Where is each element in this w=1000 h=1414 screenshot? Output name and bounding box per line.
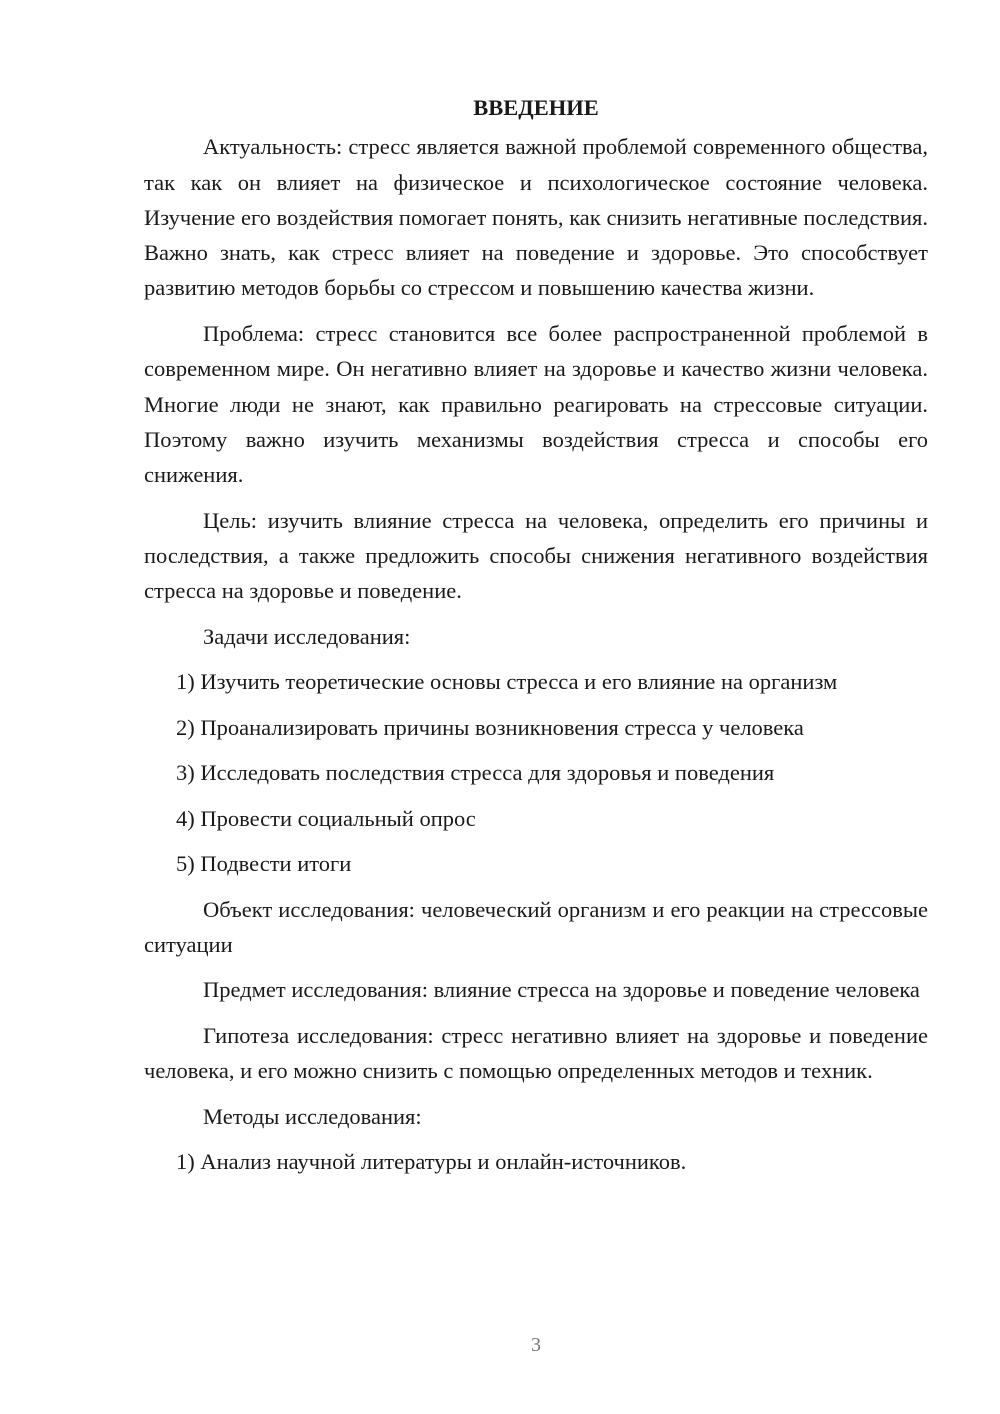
task-item-1: 1) Изучить теоретические основы стресса и его влияние на организм: [176, 669, 838, 695]
task-item-3: 3) Исследовать последствия стресса для здоровья и поведения: [176, 760, 775, 786]
methods-list: [144, 1144, 928, 1179]
methods-heading: Методы исследования:: [203, 1103, 422, 1129]
tasks-heading: Задачи исследования:: [203, 623, 411, 649]
task-item-4: 4) Провести социальный опрос: [176, 805, 476, 831]
document-body: [144, 90, 928, 1190]
page-number: 3: [531, 1334, 541, 1356]
relevance-paragraph: Актуальность: стресс является важной проблемой современного общества, так как он влияет на физическое и психологическое состояние человека. Изучение его воздействия помогает понять, как снизить негативные последствия. Важно знать, как стресс влияет на поведение и здоровье. Это способствует развитию методов борьбы со стрессом и повышению качества жизни.: [144, 134, 928, 301]
hypothesis-paragraph: Гипотеза исследования: стресс негативно влияет на здоровье и поведение человека, и его можно снизить с помощью определенных методов и техник.: [144, 1022, 928, 1084]
tasks-list: [144, 664, 928, 881]
method-item-1: 1) Анализ научной литературы и онлайн-источников.: [176, 1149, 687, 1175]
task-item-5: 5) Подвести итоги: [176, 851, 352, 877]
page-title: ВВЕДЕНИЕ: [473, 95, 599, 120]
task-item-2: 2) Проанализировать причины возникновения стресса у человека: [176, 714, 804, 740]
object-paragraph: Объект исследования: человеческий организм и его реакции на стрессовые ситуации: [144, 896, 928, 957]
subject-paragraph: Предмет исследования: влияние стресса на здоровье и поведение человека: [203, 977, 920, 1003]
goal-paragraph: Цель: изучить влияние стресса на человека, определить его причины и последствия, а также предложить способы снижения негативного воздействия стресса на здоровье и поведение.: [144, 507, 928, 604]
problem-paragraph: Проблема: стресс становится все более распространенной проблемой в современном мире. Он негативно влияет на здоровье и качество жизни человека. Многие люди не знают, как правильно реагировать на стрессовые ситуации. Поэтому важно изучить механизмы воздействия стресса и способы его снижения.: [144, 320, 928, 488]
